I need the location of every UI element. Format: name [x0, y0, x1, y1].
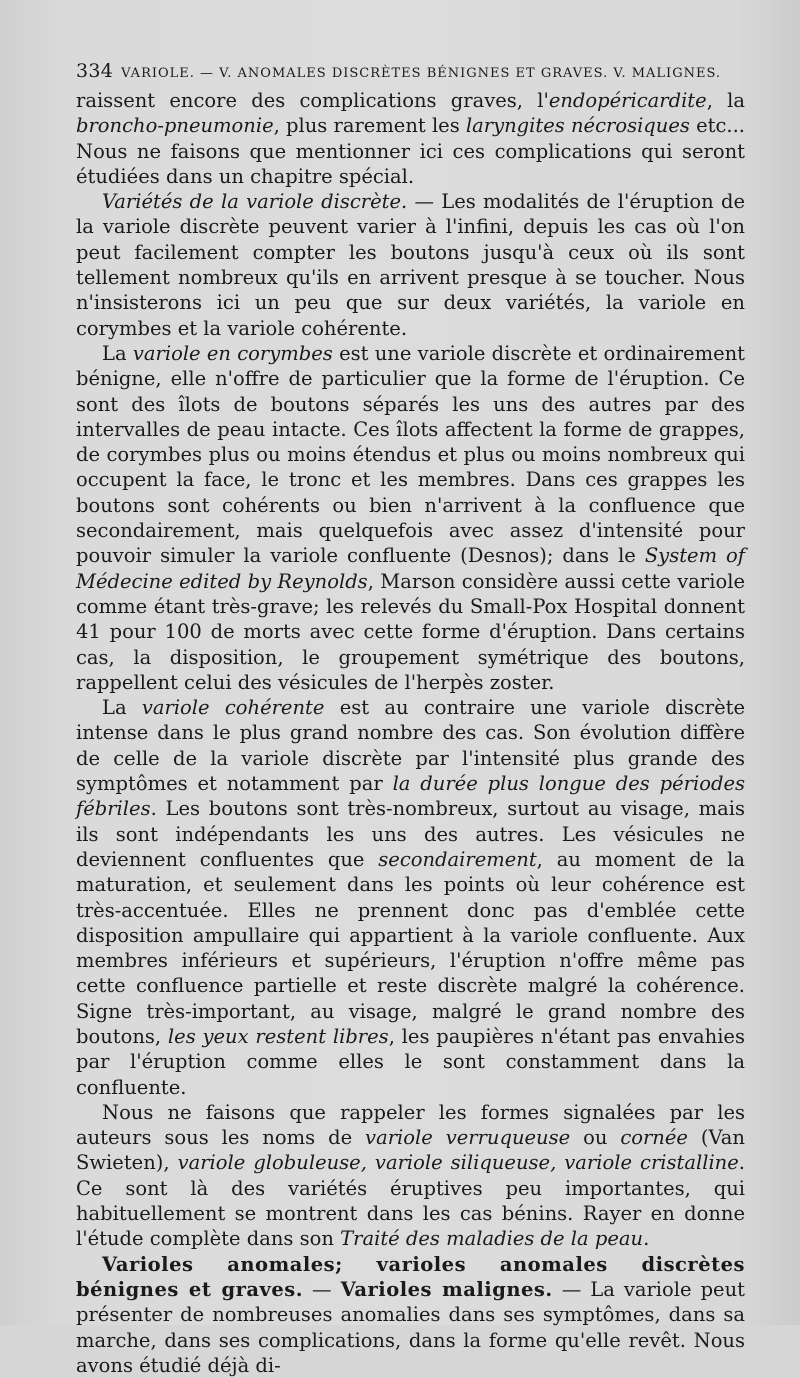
paragraph-varietes: [76, 189, 745, 341]
italic-term: variole globuleuse, variole siliqueuse, variole cristalline: [177, 1151, 739, 1175]
text-run: Nous ne faisons que rappeler les formes signalées par les auteurs sous les noms de: [76, 1100, 745, 1150]
text-run: . Ce sont là des variétés éruptives peu importantes, qui habituellement se montrent dans les cas bénins. Rayer en donne l'étude complète dans son: [76, 1151, 745, 1251]
text-run: , Marson considère aussi cette variole comme étant très-grave; les relevés du Small-Pox Hospital donnent 41 pour 100 de morts avec cette forme d'éruption. Dans certains cas, la disposition, le groupement symétrique des boutons, rappellent celui des vésicules de l'herpès zoster.: [76, 569, 746, 694]
section-heading: Varioles anomales; varioles anomales discrètes bénignes et graves.: [76, 1252, 745, 1301]
paragraph-corymbes: [76, 341, 745, 695]
italic-term: endopéricardite: [548, 89, 707, 112]
body-text: [76, 88, 745, 1378]
italic-term: secondairement: [378, 847, 537, 871]
text-run: — Les modalités de l'éruption de la variole discrète peuvent varier à l'infini, depuis les cas où l'on peut facilement compter les boutons jusqu'à ceux où ils sont tellement nombreux qu'ils en arrivent presque à se toucher. Nous n'insisterons ici un peu que sur deux variétés, la variole en corymbes et la variole cohérente.: [76, 190, 745, 340]
section-heading: Varioles malignes.: [340, 1277, 553, 1301]
text-run: — La variole peut présenter de nombreuses anomalies dans ses symptômes, dans sa marche, dans ses complications, dans la forme qu'elle revêt. Nous avons étudié déjà di-: [76, 1277, 745, 1377]
text-run: , la: [706, 89, 745, 112]
italic-term: laryngites nécrosiques: [465, 114, 690, 138]
text-run: La: [102, 696, 142, 720]
text-run: raissent encore des complications graves, l': [76, 89, 549, 112]
page-number: 334: [76, 60, 114, 82]
italic-term: variole verruqueuse: [365, 1126, 571, 1150]
text-run: , plus rarement les: [273, 114, 466, 138]
italic-term: variole cohérente: [141, 696, 325, 720]
paragraph-continuation: [76, 88, 745, 189]
text-run: est une variole discrète et ordinairement bénigne, elle n'offre de particulier que la forme de l'éruption. Ce sont des îlots de boutons séparés les uns des autres par des intervalles de peau intacte. Ces îlots affectent la forme de grappes, de corymbes plus ou moins étendus et plus ou moins nombreux qui occupent la face, le tronc et les membres. Dans ces grappes les boutons sont cohérents ou bien n'arrivent à la confluence que secondairement, mais quelquefois avec assez d'intensité pour pouvoir simuler la variole confluente (Desnos); dans le: [76, 341, 746, 568]
text-run: , au moment de la maturation, et seulement dans les points où leur cohérence est très-accentuée. Elles ne prennent donc pas d'emblée cette disposition ampullaire qui appartient à la variole confluente. Aux membres inférieurs et supérieurs, l'éruption n'offre même pas cette confluence partielle et reste discrète malgré la cohérence. Signe très-important, au visage, malgré le grand nombre des boutons,: [76, 847, 745, 1048]
page-header: [76, 60, 736, 82]
italic-term: variole en corymbes: [132, 341, 333, 365]
text-run: , les paupières n'étant pas envahies par l'éruption comme elles le sont constamment dans la confluente.: [76, 1024, 745, 1099]
running-title: VARIOLE. — V. ANOMALES DISCRÈTES BÉNIGNES ET GRAVES. V. MALIGNES.: [121, 66, 722, 81]
italic-term: cornée: [620, 1126, 688, 1150]
text-run: La: [102, 341, 133, 365]
italic-term: les yeux restent libres: [167, 1024, 389, 1048]
text-run: etc... Nous ne faisons que mentionner ici ces complications qui seront étudiées dans un chapitre spécial.: [76, 114, 745, 188]
paragraph-formes: [76, 1100, 745, 1252]
text-run: .: [643, 1227, 650, 1251]
text-run: . Les boutons sont très-nombreux, surtout au visage, mais ils sont indépendants les uns des autres. Les vésicules ne deviennent confluentes que: [76, 797, 745, 871]
text-run: ou: [570, 1126, 621, 1150]
text-run: —: [303, 1277, 341, 1301]
text-run: est au contraire une variole discrète intense dans le plus grand nombre des cas. Son évolution diffère de celle de la variole discrète par l'intensité plus grande des symptômes et notamment par: [76, 696, 745, 796]
subsection-heading: Variétés de la variole discrète.: [102, 190, 408, 214]
text-run: (Van Swieten),: [76, 1126, 745, 1175]
italic-term: broncho-pneumonie: [76, 114, 274, 138]
paragraph-coherente: [76, 695, 745, 1100]
italic-citation: System of Médecine edited by Reynolds: [76, 544, 746, 593]
italic-citation: Traité des maladies de la peau: [340, 1227, 644, 1251]
italic-term: la durée plus longue des périodes fébriles: [76, 772, 745, 821]
section-varioles-anomales: [76, 1252, 745, 1378]
